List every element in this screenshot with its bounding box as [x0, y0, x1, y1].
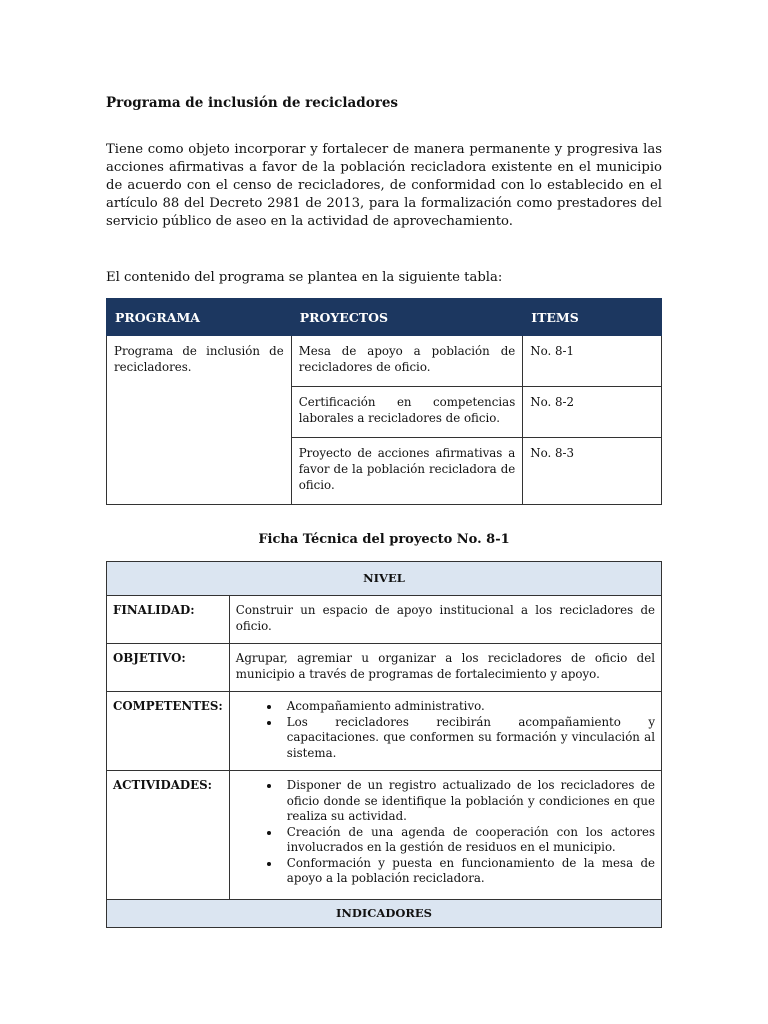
competentes-list: [236, 699, 655, 761]
list-item: • Conformación y puesta en funcionamiento de la mesa de apoyo a la población recicladora.: [281, 856, 655, 887]
proyecto-cell: Proyecto de acciones afirmativas a favor de la población recicladora de oficio.: [291, 438, 523, 505]
item-cell: No. 8-3: [523, 438, 662, 505]
finalidad-row: [107, 596, 662, 644]
competentes-label: COMPETENTES:: [107, 692, 230, 771]
competentes-row: [107, 692, 662, 771]
list-item: • Acompañamiento administrativo.: [281, 699, 655, 715]
objetivo-text: Agrupar, agremiar u organizar a los recicladores de oficio del municipio a través de programas de fortalecimiento y apoyo.: [229, 644, 661, 692]
actividades-list: [236, 778, 655, 887]
table-row: [107, 336, 662, 387]
program-table-header-row: [107, 299, 662, 336]
list-item: • Los recicladores recibirán acompañamiento y capacitaciones. que conformen su formación y vinculación al sistema.: [281, 715, 655, 762]
intro-paragraph: Tiene como objeto incorporar y fortalecer de manera permanente y progresiva las acciones afirmativas a favor de la población recicladora existente en el municipio de acuerdo con el censo de recicladores, de conformidad con lo establecido en el artículo 88 del Decreto 2981 de 2013, para la formalización como prestadores del servicio público de aseo en la actividad de aprovechamiento.: [106, 142, 662, 229]
header-programa: PROGRAMA: [107, 299, 292, 336]
section-title: Programa de inclusión de recicladores: [106, 95, 399, 111]
header-proyectos: PROYECTOS: [291, 299, 523, 336]
objetivo-row: [107, 644, 662, 692]
nivel-row: [107, 562, 662, 596]
list-item: • Disponer de un registro actualizado de los recicladores de oficio donde se identifique la población y condiciones en que realiza su actividad.: [281, 778, 655, 825]
programa-cell: Programa de inclusión de recicladores.: [107, 336, 292, 505]
table-lead-text: El contenido del programa se plantea en la siguiente tabla:: [106, 270, 503, 285]
ficha-title: Ficha Técnica del proyecto No. 8-1: [258, 532, 510, 547]
indicadores-header: INDICADORES: [107, 900, 662, 928]
item-cell: No. 8-2: [523, 387, 662, 438]
proyecto-cell: Mesa de apoyo a población de recicladores de oficio.: [291, 336, 523, 387]
finalidad-label: FINALIDAD:: [107, 596, 230, 644]
program-table: [106, 298, 662, 505]
header-items: ITEMS: [523, 299, 662, 336]
actividades-label: ACTIVIDADES:: [107, 771, 230, 900]
list-item: • Creación de una agenda de cooperación con los actores involucrados en la gestión de residuos en el municipio.: [281, 825, 655, 856]
proyecto-cell: Certificación en competencias laborales a recicladores de oficio.: [291, 387, 523, 438]
finalidad-text: Construir un espacio de apoyo institucional a los recicladores de oficio.: [229, 596, 661, 644]
indicadores-row: [107, 900, 662, 928]
competentes-cell: [229, 692, 661, 771]
ficha-tecnica-table: [106, 561, 662, 928]
actividades-row: [107, 771, 662, 900]
actividades-cell: [229, 771, 661, 900]
nivel-header: NIVEL: [107, 562, 662, 596]
item-cell: No. 8-1: [523, 336, 662, 387]
objetivo-label: OBJETIVO:: [107, 644, 230, 692]
